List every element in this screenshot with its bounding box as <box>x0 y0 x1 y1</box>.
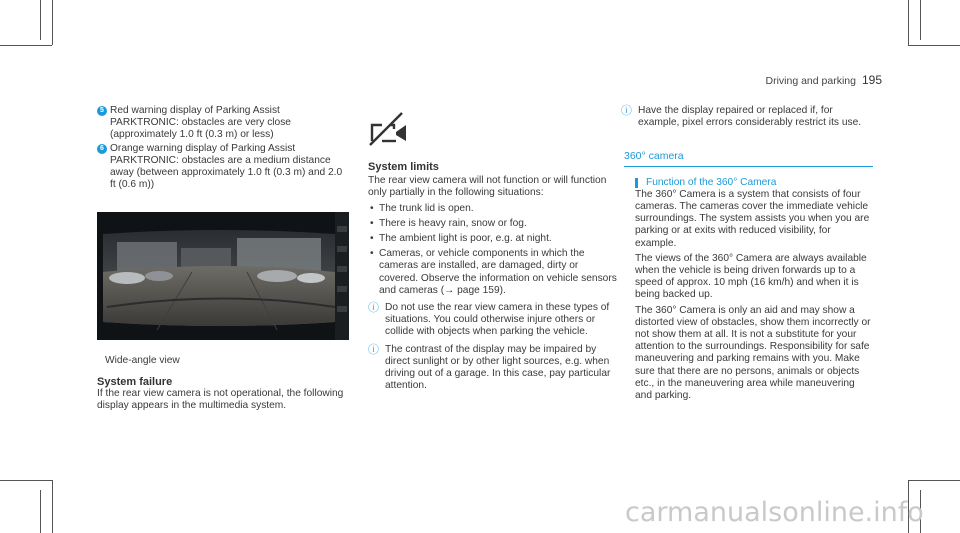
note-text: Have the display repaired or replaced if, for example, pixel errors considerably restrict its use. <box>638 105 862 129</box>
limits-heading: System limits <box>368 161 439 173</box>
list-item: • Cameras, or vehicle components in which the cameras are installed, are damaged, dirty or covered. Observe the information on vehicle sensors and cameras (→ page 159). <box>368 248 618 297</box>
watermark: carmanualsonline.info <box>625 497 924 528</box>
limits-list <box>368 203 618 297</box>
header-section: Driving and parking <box>765 75 856 87</box>
list-item: • The trunk lid is open. <box>368 203 618 215</box>
failure-text: If the rear view camera is not operational, the following display appears in the multimedia system. <box>97 388 344 412</box>
note-text: The contrast of the display may be impaired by direct sunlight or by other light sources, e.g. when driving out of a garage. In this case, pay particular attention. <box>385 343 611 392</box>
crop-mark <box>920 0 921 40</box>
limits-intro: The rear view camera will not function or will function only partially in the following situations: <box>368 175 607 199</box>
list-item: • There is heavy rain, snow or fog. <box>368 218 618 230</box>
crop-mark <box>0 480 52 481</box>
callout-number: 6 <box>97 144 107 154</box>
note <box>368 302 618 339</box>
figure-caption: Wide-angle view <box>105 355 180 366</box>
info-icon: ⓘ <box>368 343 379 356</box>
note <box>621 105 873 129</box>
section-rule <box>624 166 873 167</box>
callout-number: 5 <box>97 106 107 116</box>
wide-angle-view-image <box>97 212 349 340</box>
item-text: Orange warning display of Parking Assist PARKTRONIC: obstacles are a medium distance away (between approximately 1.0 ft (0.3 m) and 2.0 ft (0.6 m)) <box>110 142 343 191</box>
camera-off-icon <box>368 105 618 149</box>
camera-figure <box>97 212 349 340</box>
crop-mark <box>908 480 960 481</box>
paragraph: The 360° Camera is a system that consists of four cameras. The cameras cover the immediate vehicle surroundings. The system assists you when you are parking or at exits with reduced visibility, for example. <box>635 188 870 249</box>
section-title: 360° camera <box>624 150 684 163</box>
crop-mark <box>908 45 960 46</box>
item-text: Red warning display of Parking Assist PARKTRONIC: obstacles are very close (approximately 1.0 ft (0.3 m) or less) <box>110 105 291 141</box>
info-icon: ⓘ <box>621 105 632 117</box>
list-item: • The ambient light is poor, e.g. at night. <box>368 233 618 245</box>
function-heading <box>635 177 873 189</box>
column-1 <box>97 105 349 412</box>
paragraph: The views of the 360° Camera are always available when the vehicle is being driven forwards up to a speed of approx. 10 mph (16 km/h) and when it is being backed up. <box>635 252 867 301</box>
list-item <box>97 143 349 192</box>
crop-mark <box>52 480 53 533</box>
list-item <box>97 105 349 142</box>
crop-mark <box>40 0 41 40</box>
running-header <box>762 74 882 87</box>
note <box>368 344 618 393</box>
column-3 <box>621 105 873 402</box>
crop-mark <box>908 0 909 45</box>
section-header <box>621 150 873 166</box>
function-heading-text: Function of the 360° Camera <box>646 176 777 188</box>
column-2 <box>368 105 618 392</box>
note-text: Do not use the rear view camera in these types of situations. You could otherwise injure others or collide with objects when parking the vehicle. <box>385 302 610 338</box>
crop-mark <box>52 0 53 45</box>
paragraph: The 360° Camera is only an aid and may show a distorted view of obstacles, show them incorrectly or not show them at all. It is not a substitute for your attention to the surroundings. Responsibility for safe maneuvering and parking remains with you. Make sure that there are no persons, animals or objects etc., in the maneuvering area while maneuvering and parking. <box>635 304 871 402</box>
heading-marker <box>635 178 638 188</box>
crop-mark <box>0 45 52 46</box>
page-number: 195 <box>861 73 882 87</box>
info-icon: ⓘ <box>368 302 379 315</box>
crop-mark <box>40 490 41 533</box>
failure-heading: System failure <box>97 376 173 388</box>
